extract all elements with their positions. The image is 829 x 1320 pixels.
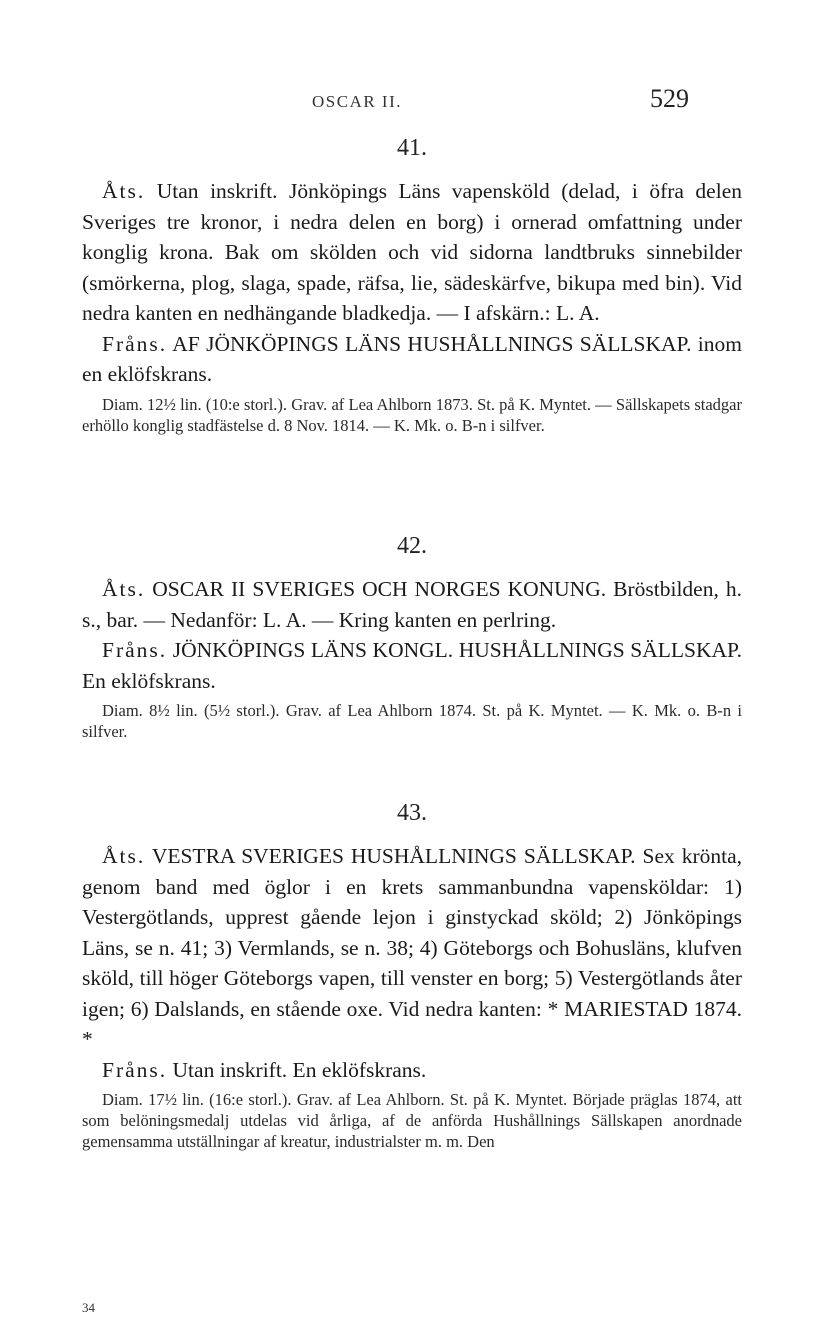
medal-details: Diam. 12½ lin. (10:e storl.). Grav. af Lea Ahlborn 1873. St. på K. Myntet. — Sällskapets stadgar erhöllo konglig stadfästelse d. 8 Nov. 1814. — K. Mk. o. B-n i silfver. (82, 394, 742, 435)
reverse-description (82, 1055, 742, 1086)
obverse-label: Åts. (102, 844, 146, 868)
reverse-label: Fråns. (102, 331, 168, 356)
reverse-description (82, 329, 742, 390)
obverse-text: OSCAR II SVERIGES OCH NORGES KONUNG. Bröstbilden, h. s., bar. — Nedanför: L. A. — Kring kanten en perlring. (82, 577, 742, 632)
obverse-description (82, 176, 742, 329)
medal-details: Diam. 17½ lin. (16:e storl.). Grav. af Lea Ahlborn. St. på K. Myntet. Började präglas 1874, att som belöningsmedalj utdelas vid årliga, af de anförda Hushållnings Sällskapen anordnade gemensamma utställningar af kreatur, industrialster m. m. Den (82, 1090, 742, 1151)
entry-number: 42. (397, 533, 427, 559)
running-title: OSCAR II. (312, 92, 403, 111)
obverse-description (82, 841, 742, 1055)
reverse-description (82, 635, 742, 696)
entry-41 (82, 135, 742, 436)
entry-number: 41. (397, 135, 427, 161)
obverse-label: Åts. (102, 179, 146, 203)
reverse-label: Fråns. (102, 1057, 168, 1082)
obverse-description (82, 574, 742, 635)
page-number: 529 (650, 84, 689, 113)
entry-43 (82, 800, 742, 1152)
medal-details: Diam. 8½ lin. (5½ storl.). Grav. af Lea Ahlborn 1874. St. på K. Myntet. — K. Mk. o. B-n i silfver. (82, 701, 742, 741)
entry-number: 43. (397, 800, 427, 826)
page-header (0, 84, 829, 124)
reverse-text: AF JÖNKÖPINGS LÄNS HUSHÅLLNINGS SÄLLSKAP. inom en eklöfskrans. (82, 331, 742, 386)
printer-signature: 34 (82, 1300, 95, 1315)
obverse-text: Utan inskrift. Jönköpings Läns vapensköld (delad, i öfra delen Sveriges tre kronor, i nedra delen en borg) i ornerad omfattning under konglig krona. Bak om skölden och vid sidorna landtbruks sinnebilder (smörkerna, plog, slaga, spade, räfsa, lie, sädeskärfve, bikupa med bin). Vid nedra kanten en nedhängande bladkedja. — I afskärn.: L. A. (82, 179, 742, 325)
obverse-text: VESTRA SVERIGES HUSHÅLLNINGS SÄLLSKAP. Sex krönta, genom band med öglor i en krets sammanbundna vapensköldar: 1) Vestergötlands, upprest gående lejon i ginstyckad sköld; 2) Jönköpings Läns, se n. 41; 3) Vermlands, se n. 38; 4) Göteborgs och Bohusläns, klufven sköld, till höger Göteborgs vapen, till venster en borg; 5) Vestergötlands åter igen; 6) Dalslands, en stående oxe. Vid nedra kanten: * MARIESTAD 1874. * (82, 844, 742, 1051)
reverse-text: Utan inskrift. En eklöfskrans. (172, 1057, 427, 1082)
reverse-text: JÖNKÖPINGS LÄNS KONGL. HUSHÅLLNINGS SÄLLSKAP. En eklöfskrans. (82, 638, 742, 693)
reverse-label: Fråns. (102, 638, 168, 662)
entry-42 (82, 533, 742, 742)
obverse-label: Åts. (102, 577, 146, 601)
